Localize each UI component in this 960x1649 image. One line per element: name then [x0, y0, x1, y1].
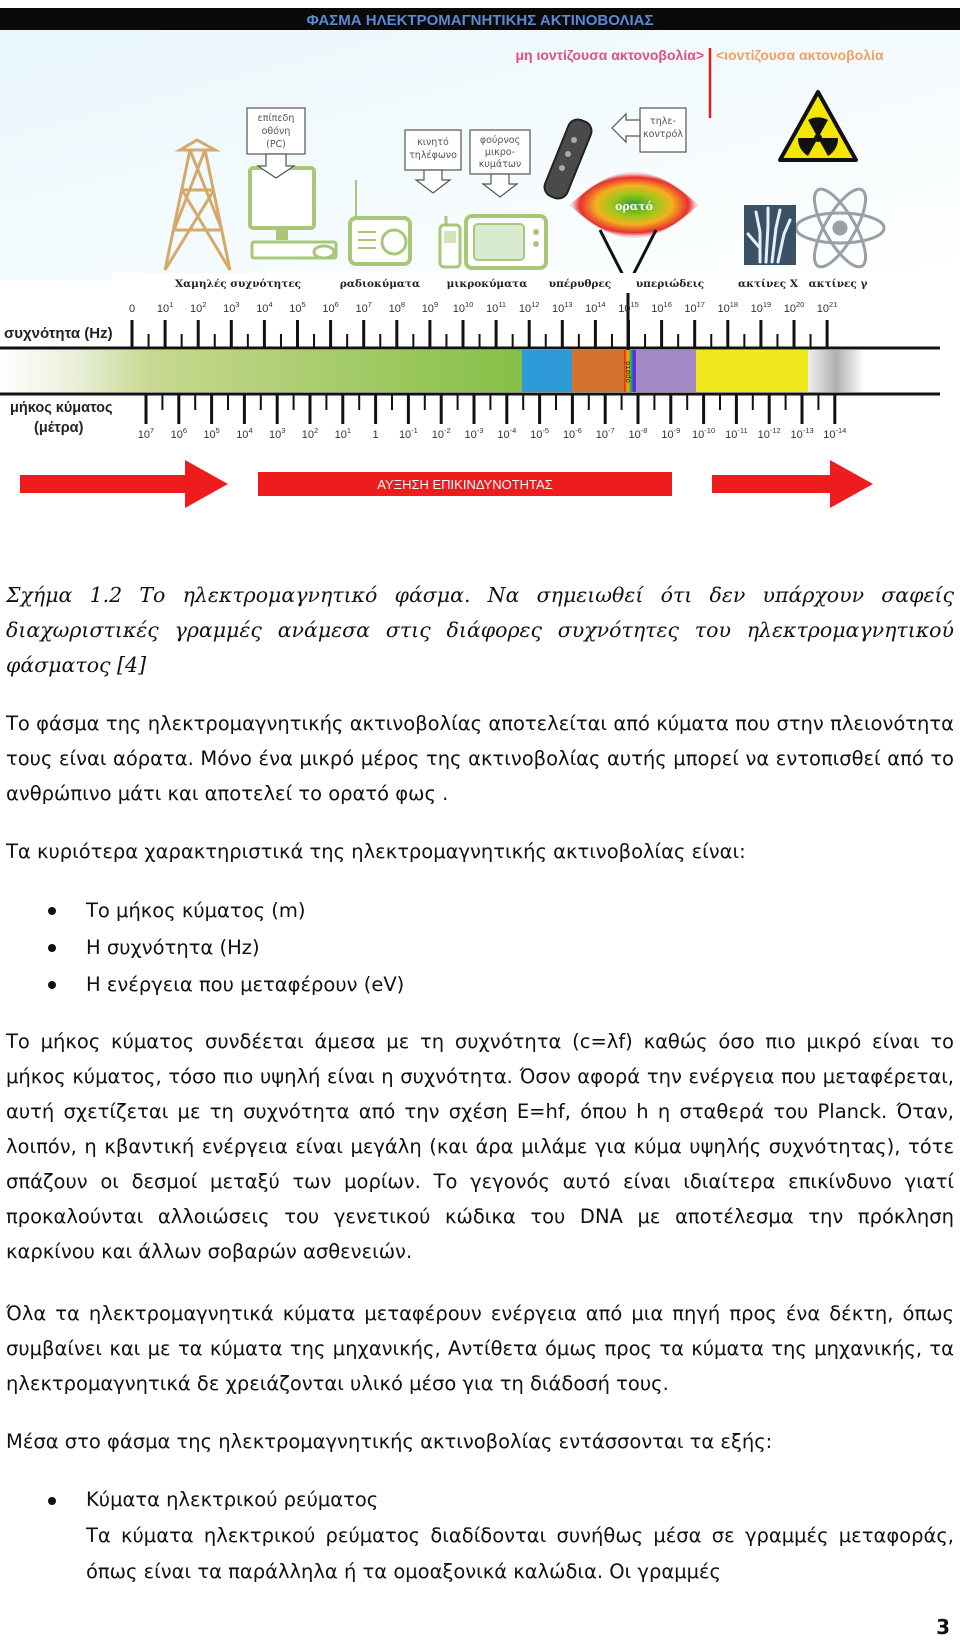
mobile-phone-icon [440, 216, 460, 267]
frequency-tick-label: $10^7$ [355, 300, 372, 315]
microwave-oven-icon [466, 216, 546, 268]
callout-remote-line1: τηλε- [650, 116, 676, 127]
wavelength-tick-label: $10^7$ [137, 426, 155, 441]
category-ultraviolet: υπεριώδεις [635, 278, 705, 290]
list-item [6, 1482, 954, 1590]
paragraph-intro: Το φάσμα της ηλεκτρομαγνητικής ακτινοβολίας αποτελείται από κύματα που στην πλειονότητα τους είναι αόρατα. Μόνο ένα μικρό μέρος της ακτινοβολίας αυτής μπορεί να εντοπισθεί από το ανθρώπινο μάτι και αποτελεί το ορατό φως . [6, 712, 954, 805]
frequency-tick-label: $10^9$ [421, 300, 439, 315]
frequency-tick-label: $10^{13}$ [552, 300, 573, 315]
frequency-tick-label: $10^4$ [256, 300, 273, 315]
frequency-tick-label: $10^{17}$ [684, 300, 705, 315]
visible-band-label: ορατό [624, 361, 632, 383]
figure-caption: Σχήμα 1.2 Το ηλεκτρομαγνητικό φάσμα. Να σημειωθεί ότι δεν υπάρχουν σαφείς διαχωριστικές γραμμές ανάμεσα στις διάφορες συχνότητες του ηλεκτρομαγνητικού φάσματος [4] [6, 583, 954, 677]
wavelength-tick-label: $10^{-12}$ [757, 426, 781, 441]
paragraph-spectrum-contents: Μέσα στο φάσμα της ηλεκτρομαγνητικής ακτινοβολίας εντάσσονται τα εξής: [6, 1430, 773, 1453]
right-arrow-icon [712, 460, 873, 508]
xray-hand-icon [744, 205, 796, 265]
frequency-tick-label: $10^8$ [388, 300, 406, 315]
list-item: Η συχνότητα (Hz) [6, 929, 954, 966]
frequency-tick-label: 0 [128, 303, 136, 315]
frequency-tick-label: $10^{21}$ [816, 300, 838, 315]
wavelength-tick-label: $10^{-10}$ [692, 426, 716, 441]
wavelength-axis-unit: (μέτρα) [34, 420, 84, 436]
callout-pc-line2: οθόνη [261, 126, 291, 137]
wavelength-tick-label: $10^2$ [301, 426, 319, 441]
callout-phone-line2: τηλέφωνο [409, 150, 457, 161]
category-lowfreq: Χαμηλές συχνότητες [174, 278, 302, 290]
characteristics-heading: Τα κυριότερα χαρακτηριστικά της ηλεκτρομαγνητικής ακτινοβολίας είναι: [6, 840, 746, 863]
callout-oven-line2: μικρο- [484, 147, 516, 158]
frequency-tick-label: $10^{20}$ [783, 300, 805, 315]
wavelength-tick-label: $10^3$ [268, 426, 286, 441]
wavelength-axis-label: μήκος κύματος [10, 400, 113, 416]
wavelength-tick-label: $10^{-2}$ [431, 426, 451, 441]
wavelength-tick-label: $10^{-6}$ [562, 426, 582, 441]
left-arrow-icon [20, 460, 228, 508]
category-radio: ραδιοκύματα [339, 278, 421, 290]
ionizing-label: <ιοντίζουσα ακτονοβολία [716, 47, 884, 63]
wavelength-tick-label: $10^{-1}$ [398, 426, 418, 441]
frequency-axis-label: συχνότητα (Hz) [4, 325, 113, 342]
callout-pc-line3: (PC) [266, 139, 286, 150]
danger-arrows [20, 460, 873, 508]
callout-pc-line1: επίπεδη [257, 113, 295, 124]
frequency-tick-label: $10^3$ [223, 300, 240, 315]
wavelength-tick-label: $10^{-3}$ [464, 426, 484, 441]
frequency-tick-label: $10^{15}$ [618, 300, 639, 315]
category-infrared: υπέρυθρες [548, 278, 612, 290]
frequency-tick-label: $10^5$ [289, 300, 306, 315]
frequency-tick-label: $10^{18}$ [717, 300, 739, 315]
category-gamma: ακτίνες γ [808, 278, 868, 290]
list-item: Η ενέργεια που μεταφέρουν (eV) [6, 966, 954, 1003]
frequency-tick-label: $10^{10}$ [452, 300, 474, 315]
paragraph-energy-transfer: Όλα τα ηλεκτρομαγνητικά κύματα μεταφέρουν ενέργεια από μια πηγή προς ένα δέκτη, όπως συμβαίνει και με τα κύματα της μηχανικής, Αντίθετα όμως προς τα κύματα της μηχανικής, τα ηλεκτρομαγνητικά δε χρειάζονται υλικό μέσο για τη διάδοσή τους. [6, 1302, 954, 1395]
wavelength-tick-label: $10^5$ [203, 426, 220, 441]
callout-remote-line2: κοντρόλ [643, 129, 683, 140]
wavelength-tick-label: $10^{-5}$ [530, 426, 550, 441]
wavelength-tick-label: $10^{-9}$ [661, 426, 681, 441]
paragraph-wavelength-frequency: Το μήκος κύματος συνδέεται άμεσα με τη συχνότητα (c=λf) καθώς όσο πιο μικρό είναι το μήκος κύματος, τόσο πιο υψηλή είναι η συχνότητα. Όσον αφορά την ενέργεια που μεταφέρεται, αυτή σχετίζεται με τη συχνότητα από την σχέση E=hf, όπου h η σταθερά του Planck. Όταν, λοιπόν, η κβαντική ενέργεια είναι μεγάλη (και άρα μιλάμε για κύμα υψηλής συχνότητας), τότε σπάζουν οι δεσμοί μεταξύ των μορίων. Το γεγονός αυτό είναι ιδιαίτερα επικίνδυνο γιατί προκαλούνται αλλοιώσεις του γενετικού κώδικα του DNA με αποτέλεσμα την πρόκληση καρκίνου και άλλων σοβαρών ασθενειών. [6, 1030, 954, 1263]
frequency-tick-label: $10^{16}$ [651, 300, 672, 315]
characteristics-list [6, 892, 954, 1003]
wavelength-tick-label: $10^{-13}$ [790, 426, 814, 441]
callout-phone-line1: κινητό [417, 137, 449, 148]
frequency-tick-label: $10^{14}$ [585, 300, 606, 315]
frequency-tick-label: $10^{12}$ [518, 300, 540, 315]
spectrum-band [0, 350, 864, 392]
danger-label: ΑΥΞΗΣΗ ΕΠΙΚΙΝΔΥΝΟΤΗΤΑΣ [377, 477, 553, 492]
frequency-tick-label: $10^{11}$ [486, 300, 507, 315]
frequency-tick-label: $10^2$ [189, 300, 207, 315]
frequency-tick-label: $10^6$ [322, 300, 339, 315]
wavelength-tick-label: $10^{-7}$ [595, 426, 615, 441]
wavelength-tick-label: $10^{-11}$ [725, 426, 748, 441]
callout-oven-line3: κυμάτων [478, 159, 522, 170]
wavelength-tick-label: $10^4$ [236, 426, 253, 441]
page-number: 3 [936, 1615, 950, 1639]
category-microwave: μικροκύματα [446, 278, 528, 290]
frequency-tick-label: $10^1$ [156, 300, 174, 315]
non-ionizing-label: μη ιοντίζουσα ακτονοβολία> [515, 47, 704, 63]
spectrum-list [6, 1482, 954, 1590]
wavelength-tick-label: $10^{-8}$ [628, 426, 648, 441]
category-xray: ακτίνες X [738, 278, 798, 290]
em-spectrum-figure [0, 0, 960, 545]
list-item-text: Τα κύματα ηλεκτρικού ρεύματος διαδίδονται συνήθως μέσα σε γραμμές μεταφοράς, όπως είναι τα παράλληλα ή τα ομοαξονικά καλώδια. Οι γραμμές [86, 1524, 954, 1583]
wavelength-tick-label: $10^6$ [170, 426, 188, 441]
wavelength-tick-label: $10^{-14}$ [823, 426, 847, 441]
frequency-ticks [129, 300, 837, 348]
frequency-tick-label: $10^{19}$ [750, 300, 772, 315]
wavelength-tick-label: $10^{-4}$ [497, 426, 517, 441]
wavelength-tick-label: $10^1$ [334, 426, 352, 441]
eye-label: ορατό [615, 200, 653, 213]
callout-oven-line1: φούρνος [479, 135, 521, 146]
list-item: Το μήκος κύματος (m) [6, 892, 954, 929]
figure-title: ΦΑΣΜΑ ΗΛΕΚΤΡΟΜΑΓΝΗΤΙΚΗΣ ΑΚΤΙΝΟΒΟΛΙΑΣ [306, 12, 654, 29]
wavelength-tick-label: 1 [372, 429, 379, 441]
list-item-title: Κύματα ηλεκτρικού ρεύματος [86, 1488, 379, 1511]
paragraph-characteristics [6, 834, 954, 869]
wavelength-ticks [138, 394, 847, 441]
